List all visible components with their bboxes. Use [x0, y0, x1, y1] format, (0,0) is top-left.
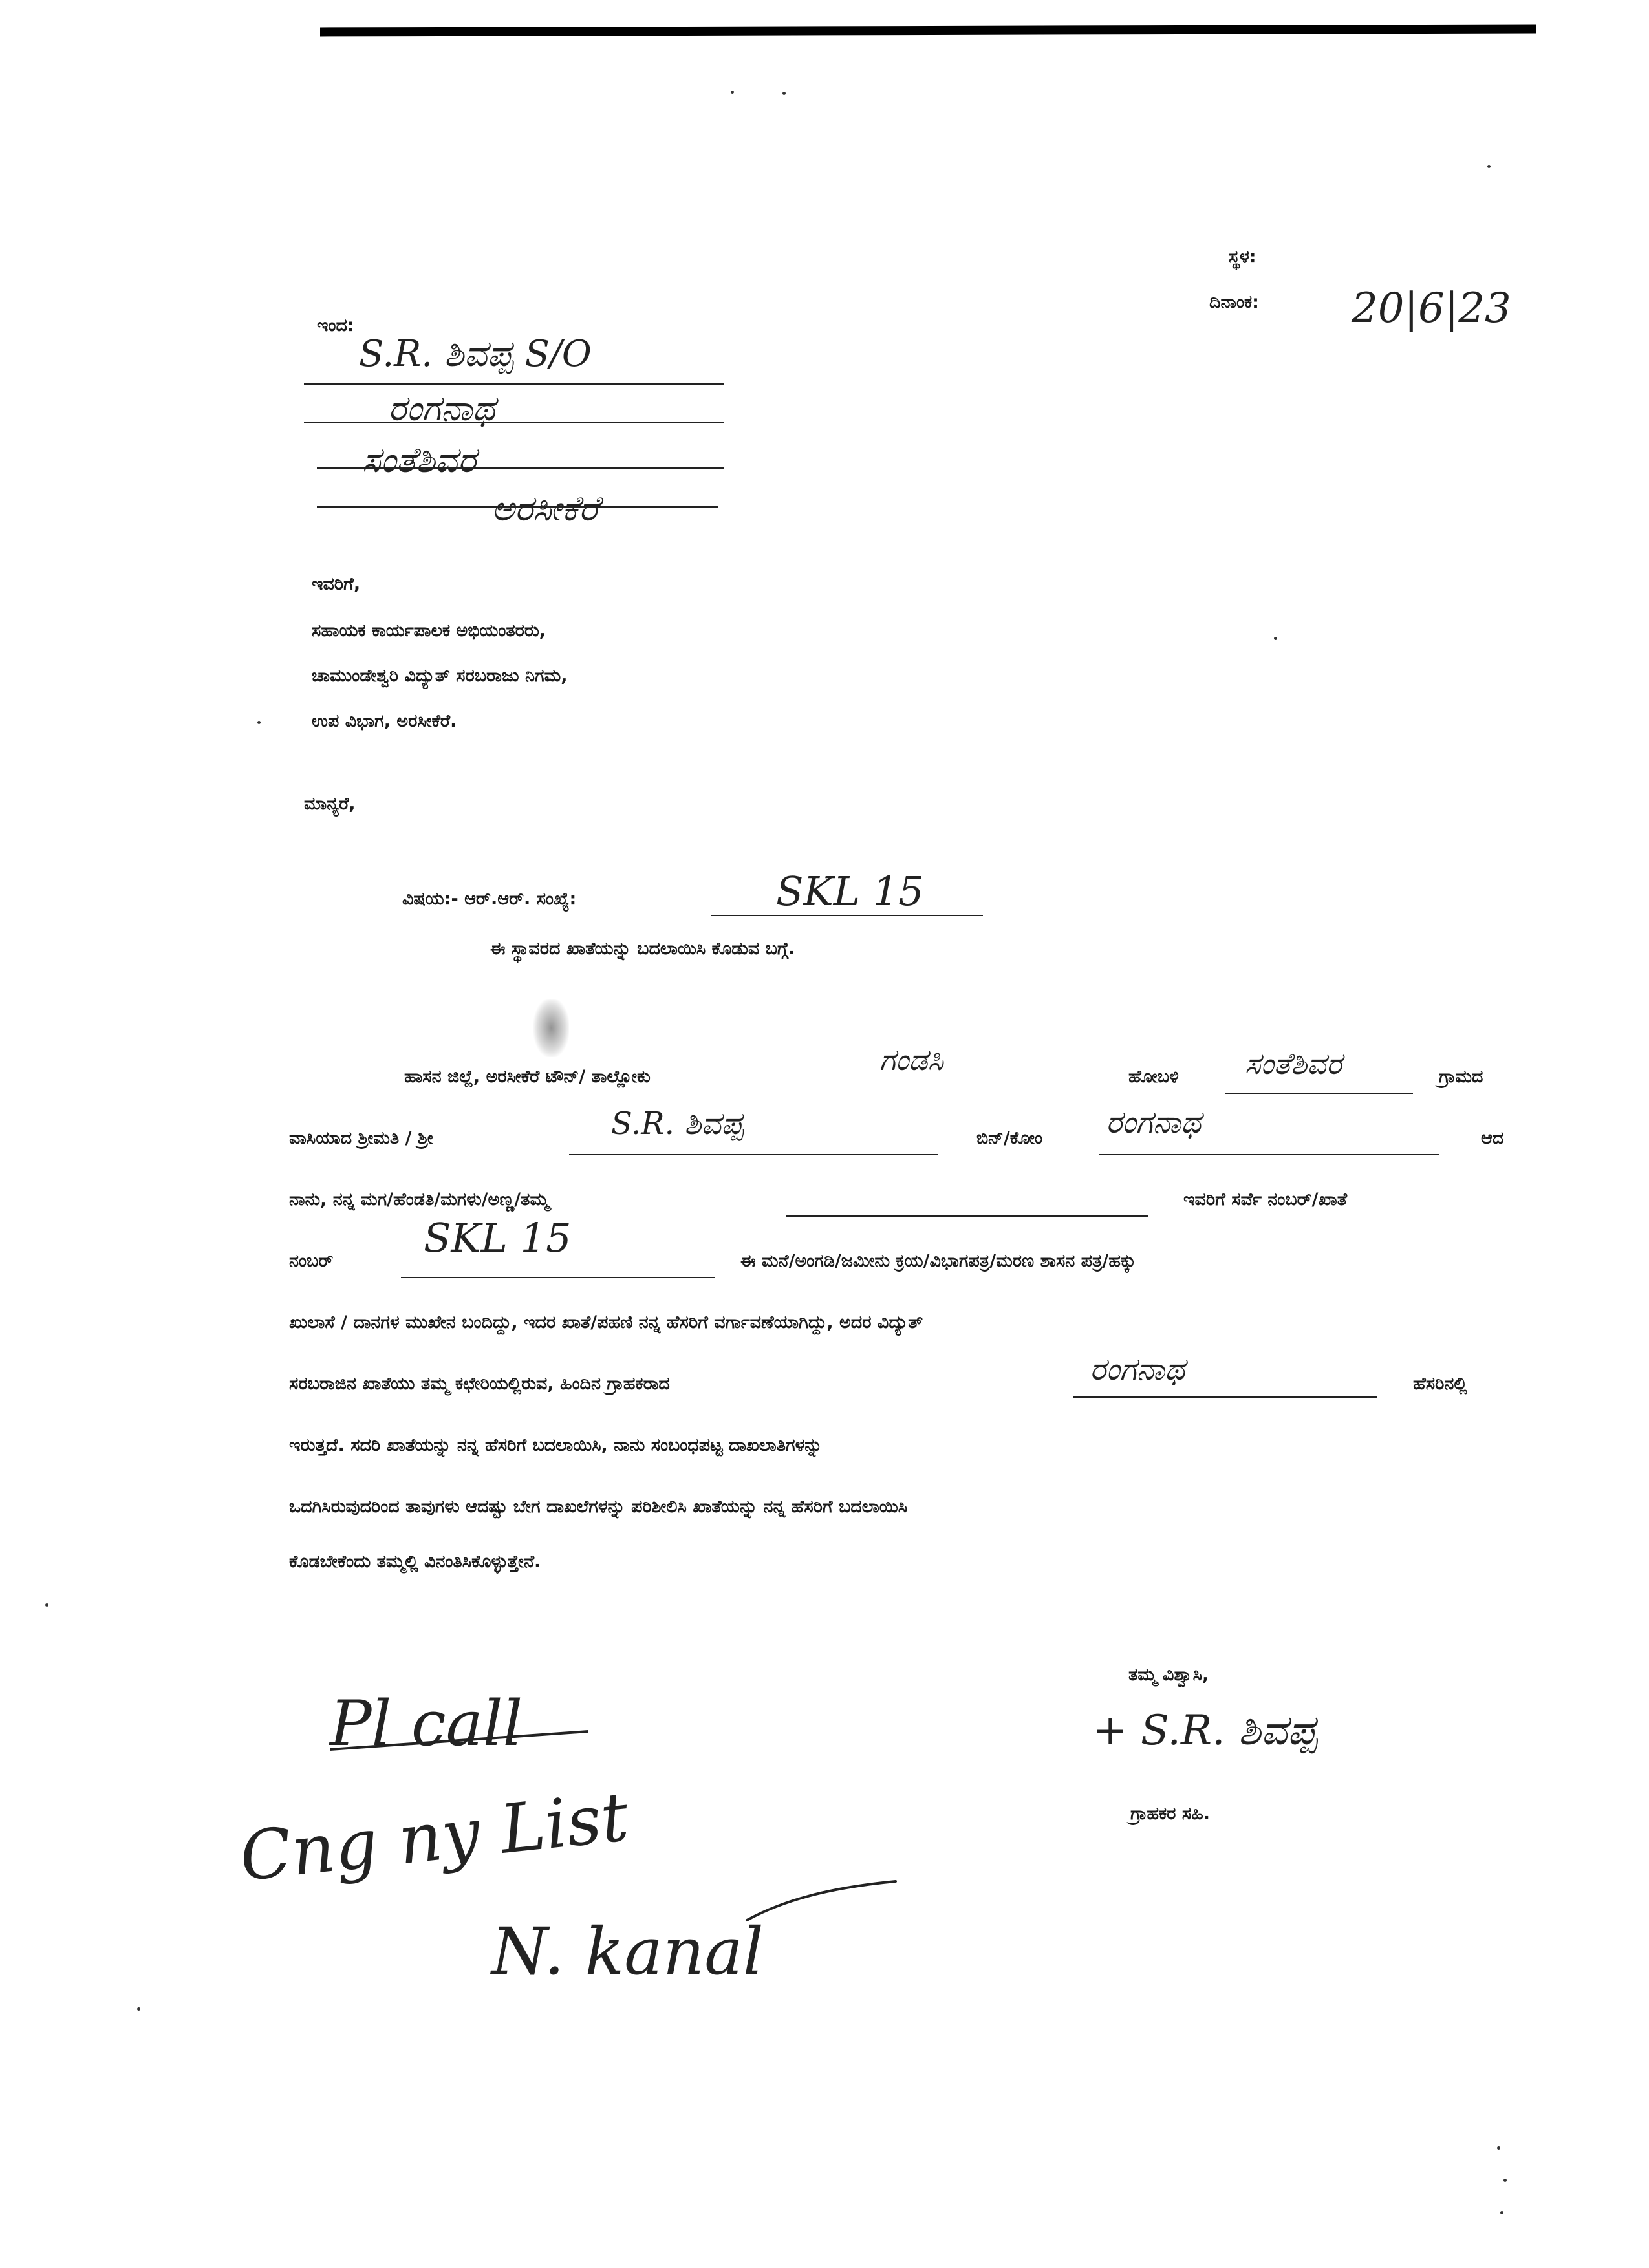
scan-speck [1497, 2146, 1500, 2150]
name-suffix: ಹೆಸರಿನಲ್ಲಿ [1413, 1374, 1467, 1394]
sender-strike-1 [304, 383, 724, 385]
from-label: ಇಂದ: [317, 316, 354, 336]
scan-speck [782, 92, 786, 95]
sender-line-4: ಅರಸೀಕೆರೆ [491, 488, 599, 529]
body-text: ನಾನು, ನನ್ನ ಮಗ/ಹೆಂಡತಿ/ಮಗಳು/ಅಣ್ಣ/ತಮ್ಮ [289, 1190, 549, 1210]
ada-label: ಆದ [1481, 1128, 1504, 1148]
body-line-1 [404, 1067, 651, 1087]
subject-line-2: ಈ ಸ್ಥಾವರದ ಖಾತೆಯನ್ನು ಬದಲಾಯಿಸಿ ಕೊಡುವ ಬಗ್ಗೆ. [490, 939, 795, 959]
note-line-1: Pl call [330, 1687, 523, 1760]
village-underline [1225, 1093, 1413, 1094]
body-line-8 [289, 1497, 907, 1517]
body-line-9 [289, 1552, 541, 1572]
sender-strike-3 [317, 467, 724, 469]
recipient-line-1: ಸಹಾಯಕ ಕಾರ್ಯಪಾಲಕ ಅಭಿಯಂತರರು, [312, 621, 546, 641]
body-text: ಹಾಸನ ಜಿಲ್ಲೆ, ಅರಸೀಕೆರೆ ಟೌನ್/ ತಾಲ್ಲೋಕು [404, 1067, 651, 1087]
scan-speck [1500, 2211, 1503, 2214]
body-text: ವಾಸಿಯಾದ ಶ್ರೀಮತಿ / ಶ್ರೀ [289, 1128, 433, 1148]
village-suffix: ಗ್ರಾಮದ [1439, 1067, 1483, 1087]
survey-label: ಇವರಿಗೆ ಸರ್ವೆ ನಂಬರ್/ಖಾತೆ [1183, 1190, 1348, 1210]
sender-line-2: ರಂಗನಾಥ [388, 388, 495, 429]
hobli-name: ಗಂಡಸಿ [879, 1042, 943, 1077]
body-line-6 [289, 1374, 670, 1395]
faithfully-label: ತಮ್ಮ ವಿಶ್ವಾಸಿ, [1128, 1665, 1209, 1685]
sender-line-3: ಸಂತೆಶಿವರ [362, 440, 477, 480]
scan-speck [731, 91, 734, 94]
father-name: ರಂಗನಾಥ [1106, 1104, 1202, 1140]
note-line-2: Cng ny List [236, 1777, 632, 1897]
top-border-bar [320, 25, 1536, 37]
date-value: 20|6|23 [1352, 284, 1511, 332]
to-label: ಇವರಿಗೆ, [312, 574, 361, 594]
ink-smudge [534, 999, 569, 1057]
recipient-line-2: ಚಾಮುಂಡೇಶ್ವರಿ ವಿದ್ಯುತ್ ಸರಬರಾಜು ನಿಗಮ, [312, 666, 568, 686]
place-label: ಸ್ಥಳ: [1229, 247, 1256, 267]
subject-label: ವಿಷಯ:- ಆರ್.ಆರ್. ಸಂಖ್ಯೆ: [402, 889, 577, 909]
body-text: ಒದಗಿಸಿರುವುದರಿಂದ ತಾವುಗಳು ಆದಷ್ಟು ಬೇಗ ದಾಖಲೆಗಳನ್ನು ಪರಿಶೀಲಿಸಿ ಖಾತೆಯನ್ನು ನನ್ನ ಹೆಸರಿಗೆ ಬದಲಾಯಿಸಿ [289, 1497, 908, 1517]
body-line-3 [289, 1190, 549, 1210]
rr-number-underline [711, 915, 983, 916]
salutation: ಮಾನ್ಯರೆ, [304, 794, 356, 814]
scan-speck [257, 721, 261, 724]
rr-number: SKL 15 [776, 868, 924, 915]
pen-flourish [744, 1875, 899, 1927]
body-line-4 [289, 1251, 333, 1272]
body-text: ನಂಬರ್ [289, 1251, 334, 1271]
consumer-signature: + S.R. ಶಿವಪ್ಪ [1093, 1707, 1317, 1755]
property-types: ಈ ಮನೆ/ಅಂಗಡಿ/ಜಮೀನು ಕ್ರಯ/ವಿಭಾಗಪತ್ರ/ಮರಣ ಶಾಸನ ಪತ್ರ/ಹಕ್ಕು [740, 1251, 1136, 1271]
scan-speck [137, 2007, 140, 2011]
body-line-2 [289, 1128, 433, 1149]
hobli-label: ಹೋಬಳಿ [1128, 1067, 1179, 1087]
body-text: ಇರುತ್ತದೆ. ಸದರಿ ಖಾತೆಯನ್ನು ನನ್ನ ಹೆಸರಿಗೆ ಬದಲಾಯಿಸಿ, ನಾನು ಸಂಬಂಧಪಟ್ಟ ದಾಖಲಾತಿಗಳನ್ನು [289, 1435, 823, 1455]
body-line-7 [289, 1435, 822, 1456]
applicant-underline [569, 1154, 938, 1155]
sender-strike-2 [304, 422, 724, 423]
note-line-3: N. kanal [491, 1914, 764, 1989]
sender-strike-4 [317, 506, 718, 508]
body-text: ಕೊಡಬೇಕೆಂದು ತಮ್ಮಲ್ಲಿ ವಿನಂತಿಸಿಕೊಳ್ಳುತ್ತೇನೆ. [289, 1552, 541, 1572]
applicant-name: S.R. ಶಿವಪ್ಪ [611, 1106, 744, 1142]
body-text: ಖುಲಾಸೆ / ದಾನಗಳ ಮುಖೇನ ಬಂದಿದ್ದು, ಇದರ ಖಾತೆ/ಪಹಣಿ ನನ್ನ ಹೆಸರಿಗೆ ವರ್ಗಾವಣೆಯಾಗಿದ್ದು, ಅದರ ವಿದ್ಯುತ್ [289, 1312, 923, 1332]
account-number: SKL 15 [424, 1214, 572, 1261]
previous-consumer-underline [1073, 1396, 1377, 1398]
village-name: ಸಂತೆಶಿವರ [1245, 1046, 1342, 1081]
previous-consumer: ರಂಗನಾಥ [1090, 1351, 1185, 1387]
body-line-5 [289, 1312, 923, 1333]
bin-label: ಬಿನ್/ಕೋಂ [976, 1128, 1042, 1148]
scan-speck [1487, 165, 1491, 168]
body-text: ಸರಬರಾಜಿನ ಖಾತೆಯು ತಮ್ಮ ಕಛೇರಿಯಲ್ಲಿರುವ, ಹಿಂದಿನ ಗ್ರಾಹಕರಾದ [289, 1374, 670, 1394]
date-label: ದಿನಾಂಕ: [1209, 292, 1259, 312]
scan-speck [1503, 2179, 1507, 2182]
scan-speck [1274, 637, 1277, 640]
recipient-line-3: ಉಪ ವಿಭಾಗ, ಅರಸೀಕೆರೆ. [312, 711, 457, 731]
account-underline [401, 1277, 715, 1278]
scan-speck [45, 1603, 48, 1607]
sender-line-1: S.R. ಶಿವಪ್ಪ S/O [359, 333, 592, 375]
signature-label: ಗ್ರಾಹಕರ ಸಹಿ. [1130, 1804, 1211, 1824]
father-underline [1099, 1154, 1439, 1155]
relation-blank [786, 1215, 1148, 1217]
